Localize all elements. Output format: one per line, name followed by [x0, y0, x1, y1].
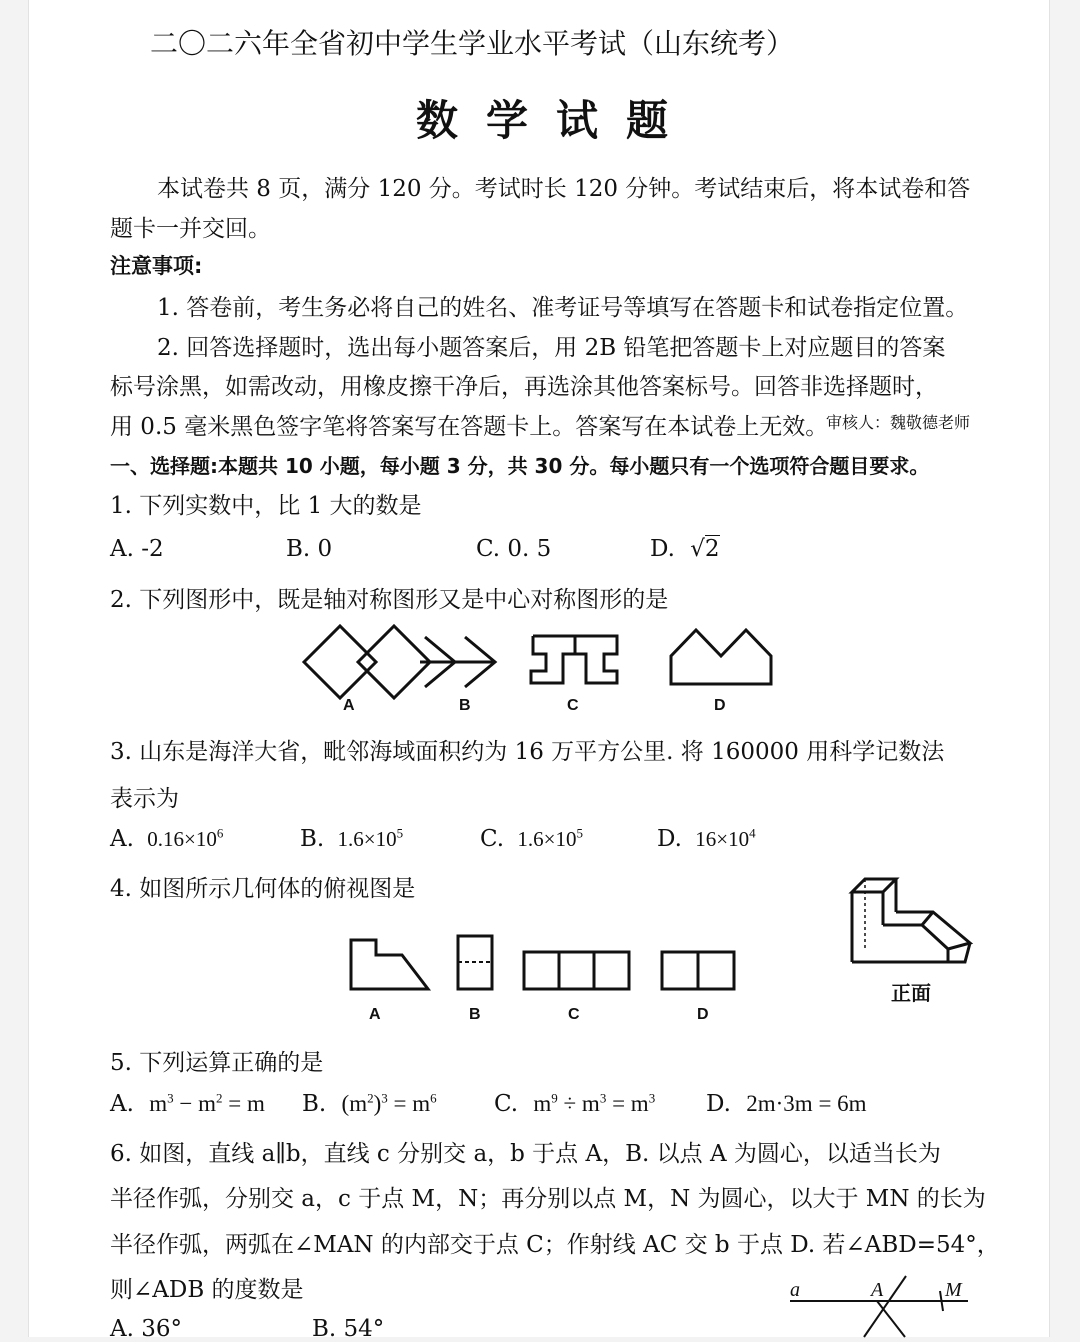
q6-option-a: A. 36°	[110, 1316, 182, 1342]
q3-b-letter: B.	[300, 826, 325, 852]
q5-b-letter: B.	[302, 1091, 327, 1117]
exam-title: 二〇二六年全省初中学生学业水平考试（山东统考）	[150, 27, 795, 60]
q6-fig-label-a: a	[790, 1279, 800, 1301]
q3-b-base: 1.6×10	[337, 827, 397, 851]
q4-label-a: A	[369, 1006, 381, 1023]
q3-d-base: 16×10	[695, 827, 750, 851]
q6-line-4: 则∠ADB 的度数是	[110, 1277, 304, 1303]
q5-c-letter: C.	[494, 1091, 519, 1117]
q3-c-base: 1.6×10	[517, 827, 577, 851]
q2-label-d: D	[714, 697, 726, 714]
q4-stem: 4. 如图所示几何体的俯视图是	[110, 876, 416, 902]
q1-option-a: A. -2	[110, 536, 164, 562]
q3-stem-line-2: 表示为	[110, 786, 179, 812]
q6-ray-ac	[877, 1301, 905, 1337]
q4-front-label: 正面	[891, 981, 931, 1005]
q3-c-exp: 5	[576, 825, 583, 841]
q6-line-3: 半径作弧，两弧在∠MAN 的内部交于点 C；作射线 AC 交 b 于点 D. 若∠ABD=54°，	[110, 1232, 1000, 1258]
q4-label-d: D	[697, 1006, 709, 1023]
q5-option-a: A. $m^3 - m^2 = m$	[110, 1090, 265, 1117]
q3-d-letter: D.	[657, 826, 682, 852]
q3-b-exp: 5	[396, 825, 404, 841]
subject-title: 数学试题	[416, 96, 697, 145]
q2-label-b: B	[459, 697, 471, 714]
notice-item-2-line-1: 2. 回答选择题时，选出每小题答案后，用 2B 铅笔把答题卡上对应题目的答案	[157, 335, 946, 361]
intro-line-2: 题卡一并交回。	[110, 216, 271, 242]
q6-line-2: 半径作弧，分别交 a，c 于点 M，N；再分别以点 M，N 为圆心，以大于 MN 的长为	[110, 1186, 986, 1212]
q3-c-letter: C.	[480, 826, 505, 852]
q4-label-c: C	[568, 1006, 580, 1023]
q1-option-c: C. 0. 5	[476, 536, 552, 562]
q2-label-c: C	[567, 697, 579, 714]
q2-stem: 2. 下列图形中，既是轴对称图形又是中心对称图形的是	[110, 587, 669, 613]
q5-option-b: B. $(m^2)^3 = m^6$	[302, 1090, 437, 1117]
q3-d-exp: 4	[749, 825, 756, 841]
q1-option-d-radicand: 2	[704, 536, 720, 562]
q6-line-1: 6. 如图，直线 a∥b，直线 c 分别交 a，b 于点 A，B. 以点 A 为圆心，以适当长为	[110, 1141, 941, 1167]
notice-heading: 注意事项:	[110, 254, 203, 278]
q3-a-base: 0.16×10	[147, 827, 217, 851]
sqrt-symbol: √	[690, 536, 705, 562]
q6-option-b: B. 54°	[312, 1316, 385, 1342]
q5-stem: 5. 下列运算正确的是	[110, 1050, 324, 1076]
section-1-heading: 一、选择题:本题共 10 小题，每小题 3 分，共 30 分。每小题只有一个选项符合题目要求。	[110, 454, 930, 478]
q1-option-b: B. 0	[286, 536, 333, 562]
intro-line-1: 本试卷共 8 页，满分 120 分。考试时长 120 分钟。考试结束后，将本试卷和答	[157, 176, 971, 202]
q5-d-expr: 2m·3m = 6m	[746, 1091, 867, 1116]
q3-a-exp: 6	[216, 825, 224, 841]
notice-item-1: 1. 答卷前，考生务必将自己的姓名、准考证号等填写在答题卡和试卷指定位置。	[157, 295, 969, 321]
notice-item-2-line-3: 用 0.5 毫米黑色签字笔将答案写在答题卡上。答案写在本试卷上无效。	[110, 414, 829, 440]
q3-stem-line-1: 3. 山东是海洋大省，毗邻海域面积约为 16 万平方公里. 将 160000 用科学记数法	[110, 739, 945, 765]
q4-label-b: B	[469, 1006, 481, 1023]
q5-a-letter: A.	[110, 1091, 134, 1117]
q2-label-a: A	[343, 697, 355, 714]
q3-a-letter: A.	[110, 826, 134, 852]
notice-item-2-line-2: 标号涂黑，如需改动，用橡皮擦干净后，再选涂其他答案标号。回答非选择题时，	[110, 374, 938, 400]
q6-fig-label-M: M	[945, 1279, 962, 1301]
q5-d-letter: D.	[706, 1091, 731, 1117]
reviewer-note: 审核人：魏敬德老师	[826, 413, 971, 432]
q1-option-d-letter: D.	[650, 536, 675, 562]
q6-fig-label-A: A	[871, 1279, 884, 1301]
q5-option-c: C. $m^9 \div m^3 = m^3$	[494, 1090, 656, 1117]
q1-stem: 1. 下列实数中，比 1 大的数是	[110, 493, 422, 519]
